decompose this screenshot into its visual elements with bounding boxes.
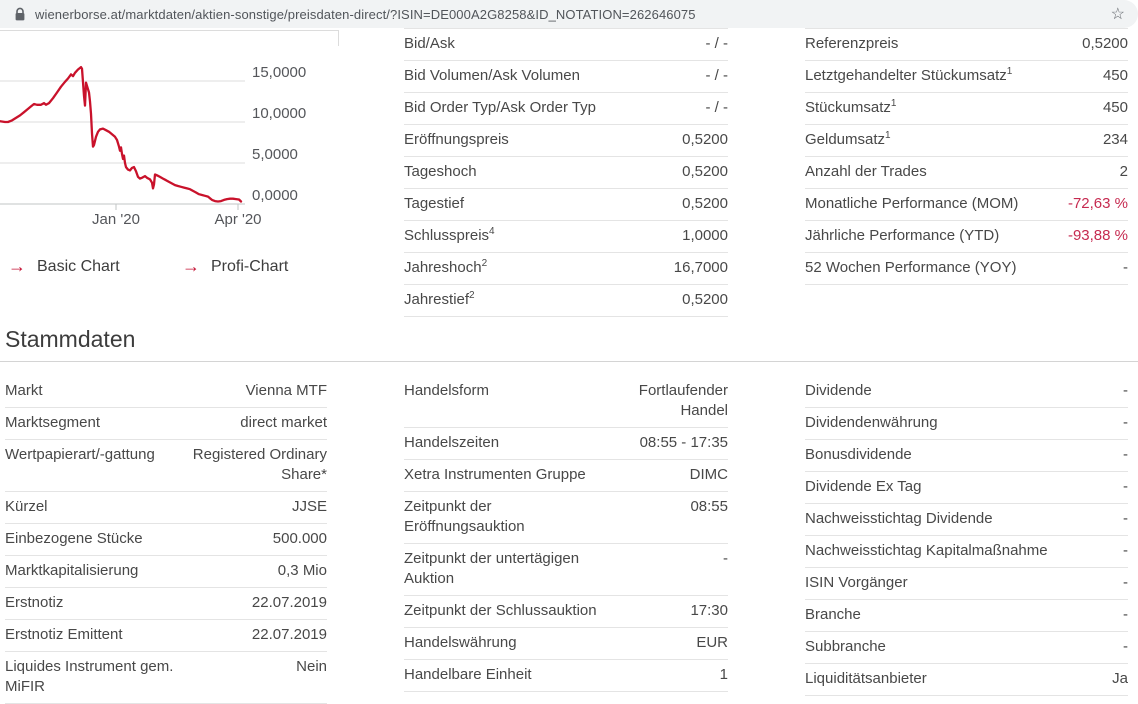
table-row [805, 664, 1128, 696]
row-label: Nachweisstichtag Dividende [805, 510, 993, 527]
url-text[interactable]: wienerborse.at/marktdaten/aktien-sonstige/preisdaten-direct/?ISIN=DE000A2G8258&ID_NOTATION=262646075 [35, 6, 696, 22]
row-value: Ja [1112, 670, 1128, 687]
table-row [404, 189, 728, 221]
row-value: - [1123, 414, 1128, 431]
row-label: 52 Wochen Performance (YOY) [805, 259, 1017, 276]
row-value: 450 [1102, 67, 1128, 84]
table-row [5, 524, 327, 556]
table-row [805, 536, 1128, 568]
table-row [404, 253, 728, 285]
chart-frame-right-border [338, 30, 339, 46]
row-value: -93,88 % [1067, 227, 1128, 244]
table-row [805, 125, 1128, 157]
row-value: 22.07.2019 [251, 594, 327, 611]
table-row [5, 556, 327, 588]
row-value: - [723, 550, 728, 567]
table-row [404, 376, 728, 428]
row-value: 08:55 - 17:35 [639, 434, 728, 451]
row-value: 0,5200 [682, 291, 728, 308]
row-label: Handelswährung [404, 634, 517, 651]
table-row [805, 408, 1128, 440]
section-divider [0, 361, 1138, 362]
row-label: Geldumsatz$^1$ [805, 130, 891, 148]
browser-address-bar[interactable] [0, 0, 1138, 28]
table-row [404, 428, 728, 460]
row-value: - / - [705, 99, 728, 116]
table-row [805, 93, 1128, 125]
row-label: Kürzel [5, 498, 48, 515]
row-value: JJSE [291, 498, 327, 515]
row-label: Wertpapierart/-gattung [5, 446, 155, 463]
row-value: Registered Ordinary Share* [192, 446, 327, 483]
table-row [404, 61, 728, 93]
row-label: Markt [5, 382, 43, 399]
row-label: ISIN Vorgänger [805, 574, 908, 591]
stammdaten-left-table [5, 376, 327, 704]
table-row [805, 28, 1128, 61]
row-label: Tagestief [404, 195, 465, 212]
row-label: Erstnotiz Emittent [5, 626, 123, 643]
row-value: Nein [296, 658, 327, 675]
table-row [5, 652, 327, 704]
row-label: Branche [805, 606, 861, 623]
row-value: 0,5200 [682, 163, 728, 180]
arrow-right-icon: → [8, 256, 26, 276]
stammdaten-right-table [805, 376, 1128, 696]
row-label: Subbranche [805, 638, 886, 655]
table-row [404, 93, 728, 125]
table-row [404, 628, 728, 660]
row-value: EUR [696, 634, 728, 651]
table-row [5, 492, 327, 524]
row-value: 500.000 [272, 530, 327, 547]
row-value: - [1123, 606, 1128, 623]
row-label: Dividende Ex Tag [805, 478, 922, 495]
row-label: Erstnotiz [5, 594, 64, 611]
table-row [805, 632, 1128, 664]
row-label: Liquides Instrument gem. MiFIR [5, 658, 174, 695]
row-label: Anzahl der Trades [805, 163, 927, 180]
profi-chart-link[interactable] [182, 256, 288, 277]
row-value: 08:55 [690, 498, 728, 515]
svg-text:15,0000: 15,0000 [252, 64, 307, 81]
row-label: Jährliche Performance (YTD) [805, 227, 1000, 244]
row-label: Handelszeiten [404, 434, 500, 451]
basic-chart-label: Basic Chart [37, 257, 120, 275]
table-row [404, 28, 728, 61]
stammdaten-middle-table [404, 376, 728, 692]
table-row [404, 660, 728, 692]
row-value: - [1123, 510, 1128, 527]
table-row [5, 408, 327, 440]
row-value: 16,7000 [673, 259, 728, 276]
row-value: DIMC [689, 466, 728, 483]
row-label: Liquiditätsanbieter [805, 670, 927, 687]
row-value: 450 [1102, 99, 1128, 116]
row-label: Xetra Instrumenten Gruppe [404, 466, 586, 483]
profi-chart-label: Profi-Chart [211, 257, 289, 275]
table-row [5, 588, 327, 620]
table-row [805, 221, 1128, 253]
lock-icon [14, 7, 26, 22]
row-label: Referenzpreis [805, 35, 899, 52]
row-label: Bonusdividende [805, 446, 912, 463]
table-row [805, 440, 1128, 472]
row-value: 0,5200 [1082, 35, 1128, 52]
row-label: Dividendenwährung [805, 414, 938, 431]
row-value: - [1123, 478, 1128, 495]
table-row [805, 568, 1128, 600]
row-label: Nachweisstichtag Kapitalmaßnahme [805, 542, 1048, 559]
row-value: 0,5200 [682, 195, 728, 212]
row-value: Fortlaufender Handel [638, 382, 728, 419]
svg-text:10,0000: 10,0000 [252, 105, 307, 122]
row-value: 1,0000 [682, 227, 728, 244]
row-label: Monatliche Performance (MOM) [805, 195, 1019, 212]
row-label: Handelsform [404, 382, 490, 399]
table-row [805, 504, 1128, 536]
row-label: Tageshoch [404, 163, 477, 180]
row-label: Marktkapitalisierung [5, 562, 139, 579]
row-value: 0,3 Mio [277, 562, 327, 579]
stats-table [805, 28, 1128, 285]
price-data-table [404, 28, 728, 317]
row-value: - [1123, 574, 1128, 591]
row-label: Jahrestief$^2$ [404, 290, 475, 308]
row-value: - [1123, 446, 1128, 463]
svg-text:5,0000: 5,0000 [252, 146, 298, 163]
table-row [5, 440, 327, 492]
price-line-chart [0, 28, 310, 260]
row-label: Schlusspreis$^4$ [404, 226, 495, 244]
row-label: Zeitpunkt der Schlussauktion [404, 602, 597, 619]
row-value: 17:30 [690, 602, 728, 619]
row-label: Bid/Ask [404, 35, 455, 52]
table-row [404, 544, 728, 596]
row-value: 0,5200 [682, 131, 728, 148]
svg-text:Apr '20: Apr '20 [214, 211, 262, 228]
row-label: Letztgehandelter Stückumsatz$^1$ [805, 66, 1013, 84]
row-label: Zeitpunkt der Eröffnungsauktion [404, 498, 525, 535]
row-label: Stückumsatz$^1$ [805, 98, 897, 116]
table-row [5, 376, 327, 408]
table-row [805, 157, 1128, 189]
table-row [404, 460, 728, 492]
table-row [404, 596, 728, 628]
row-value: 2 [1119, 163, 1128, 180]
table-row [805, 61, 1128, 93]
row-label: Jahreshoch$^2$ [404, 258, 488, 276]
row-label: Eröffnungspreis [404, 131, 509, 148]
row-label: Bid Order Typ/Ask Order Typ [404, 99, 597, 116]
table-row [404, 157, 728, 189]
basic-chart-link[interactable] [8, 256, 120, 277]
row-value: - / - [705, 67, 728, 84]
row-value: -72,63 % [1067, 195, 1128, 212]
row-value: Vienna MTF [245, 382, 327, 399]
row-label: Einbezogene Stücke [5, 530, 143, 547]
section-title: Stammdaten [5, 326, 136, 352]
row-label: Dividende [805, 382, 872, 399]
row-value: 234 [1102, 131, 1128, 148]
row-value: direct market [240, 414, 327, 431]
table-row [805, 376, 1128, 408]
row-label: Handelbare Einheit [404, 666, 532, 683]
price-line-series [0, 67, 241, 201]
table-row [404, 285, 728, 317]
row-value: 1 [719, 666, 728, 683]
table-row [404, 125, 728, 157]
table-row [805, 472, 1128, 504]
row-value: 22.07.2019 [251, 626, 327, 643]
svg-text:Jan '20: Jan '20 [92, 211, 140, 228]
row-label: Zeitpunkt der untertägigen Auktion [404, 550, 580, 587]
bookmark-star-icon[interactable]: ☆ [1110, 6, 1125, 23]
table-row [805, 253, 1128, 285]
row-value: - [1123, 382, 1128, 399]
row-value: - [1123, 638, 1128, 655]
row-value: - / - [705, 35, 728, 52]
svg-text:0,0000: 0,0000 [252, 187, 298, 204]
row-value: - [1123, 542, 1128, 559]
row-label: Marktsegment [5, 414, 101, 431]
table-row [805, 600, 1128, 632]
table-row [5, 620, 327, 652]
table-row [404, 492, 728, 544]
table-row [805, 189, 1128, 221]
arrow-right-icon: → [182, 256, 200, 276]
row-label: Bid Volumen/Ask Volumen [404, 67, 580, 84]
row-value: - [1123, 259, 1128, 276]
table-row [404, 221, 728, 253]
